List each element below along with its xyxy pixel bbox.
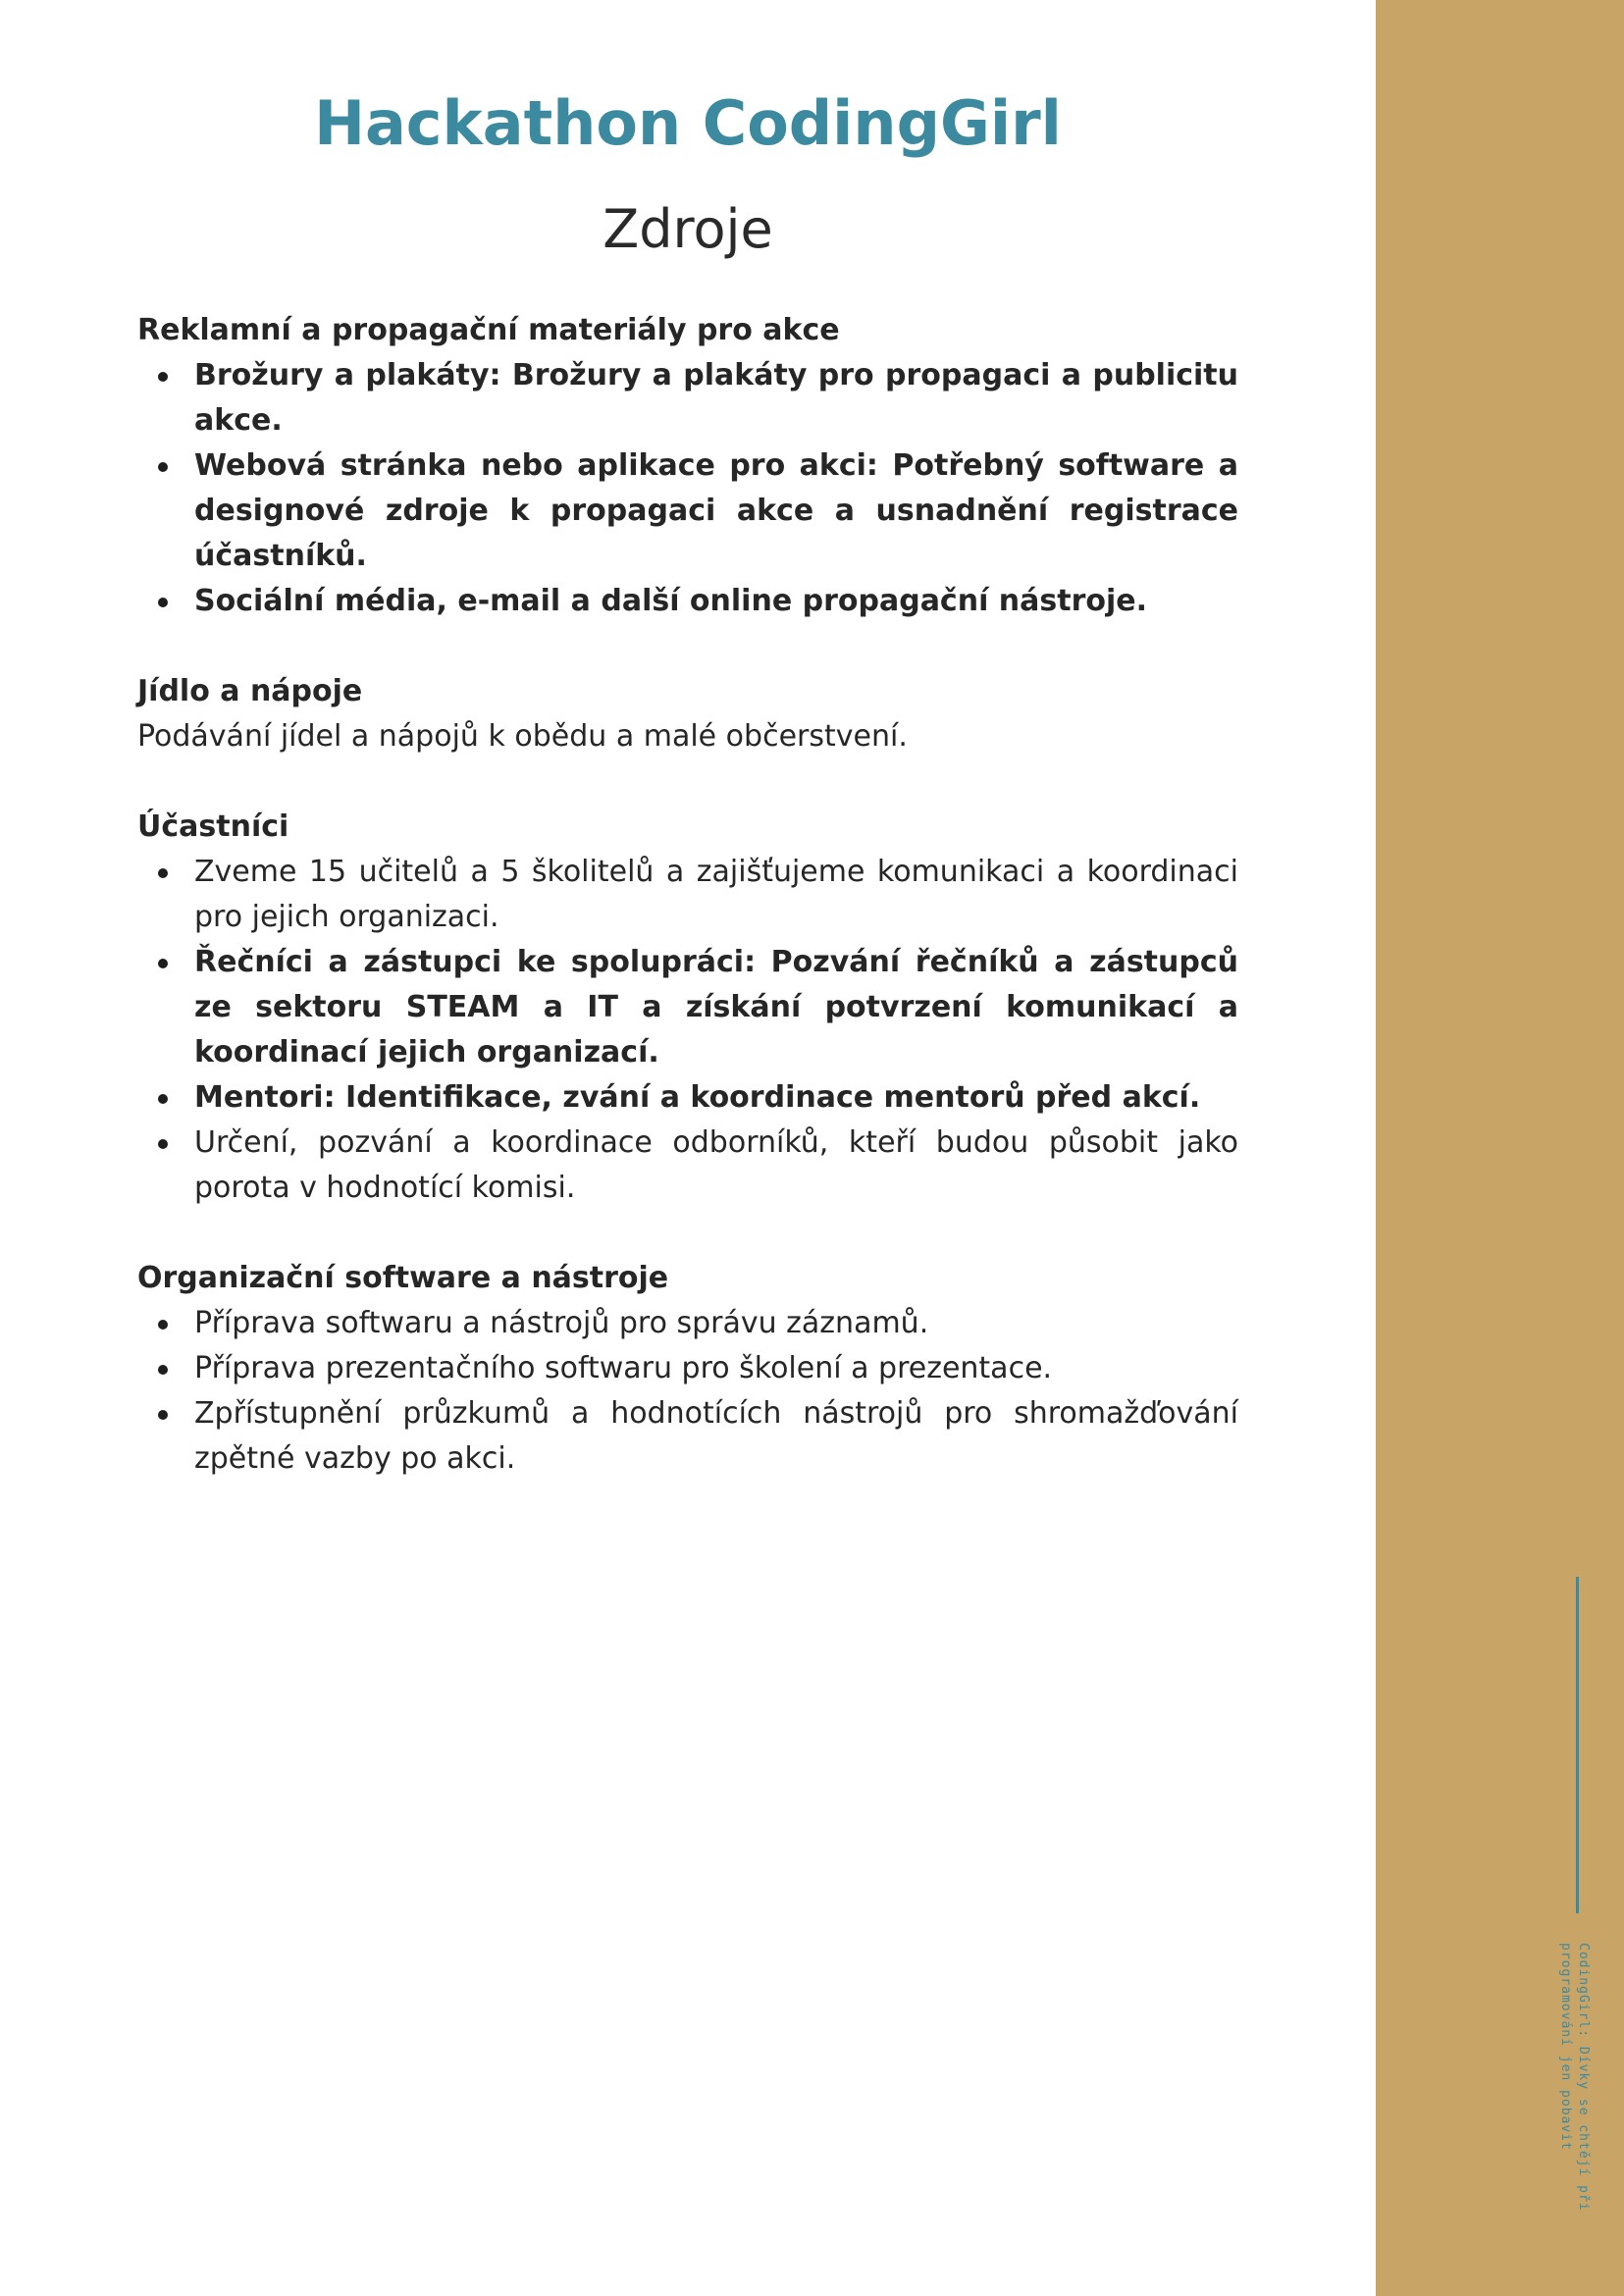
section-food	[137, 669, 1238, 759]
sidebar-band	[1376, 0, 1624, 2296]
list-item: Příprava softwaru a nástrojů pro správu záznamů.	[137, 1301, 1238, 1346]
bullet-list	[137, 1301, 1238, 1482]
bullet-list	[137, 850, 1238, 1211]
list-item: Řečníci a zástupci ke spolupráci: Pozvání řečníků a zástupců ze sektoru STEAM a IT a získání potvrzení komunikací a koordinací jejich organizací.	[137, 940, 1238, 1075]
list-item: Určení, pozvání a koordinace odborníků, kteří budou působit jako porota v hodnotící komisi.	[137, 1121, 1238, 1211]
section-participants	[137, 805, 1238, 1211]
section-heading: Jídlo a nápoje	[137, 674, 363, 708]
page-content	[137, 0, 1238, 1482]
section-promotion	[137, 308, 1238, 624]
page-subtitle: Zdroje	[602, 198, 773, 260]
list-item: Webová stránka nebo aplikace pro akci: Potřebný software a designové zdroje k propagaci akce a usnadnění registrace účastníků.	[137, 444, 1238, 579]
list-item: Příprava prezentačního softwaru pro školení a prezentace.	[137, 1346, 1238, 1391]
sidebar-accent-line	[1576, 1577, 1579, 1913]
section-heading: Účastníci	[137, 809, 289, 844]
section-text: Podávání jídel a nápojů k obědu a malé občerstvení.	[137, 719, 908, 754]
list-item: Zveme 15 učitelů a 5 školitelů a zajišťujeme komunikaci a koordinaci pro jejich organizaci.	[137, 850, 1238, 940]
list-item: Sociální média, e-mail a další online propagační nástroje.	[137, 579, 1238, 624]
section-heading: Reklamní a propagační materiály pro akce	[137, 313, 840, 347]
bullet-list	[137, 353, 1238, 624]
list-item: Zpřístupnění průzkumů a hodnotících nástrojů pro shromažďování zpětné vazby po akci.	[137, 1391, 1238, 1482]
sidebar-caption: CodingGirl: Dívky se chtějí při programování jen pobavit	[1558, 1943, 1591, 2212]
section-software	[137, 1256, 1238, 1482]
page-title: Hackathon CodingGirl	[314, 87, 1062, 159]
section-heading: Organizační software a nástroje	[137, 1261, 669, 1295]
list-item: Mentori: Identifikace, zvání a koordinace mentorů před akcí.	[137, 1075, 1238, 1121]
list-item: Brožury a plakáty: Brožury a plakáty pro propagaci a publicitu akce.	[137, 353, 1238, 444]
